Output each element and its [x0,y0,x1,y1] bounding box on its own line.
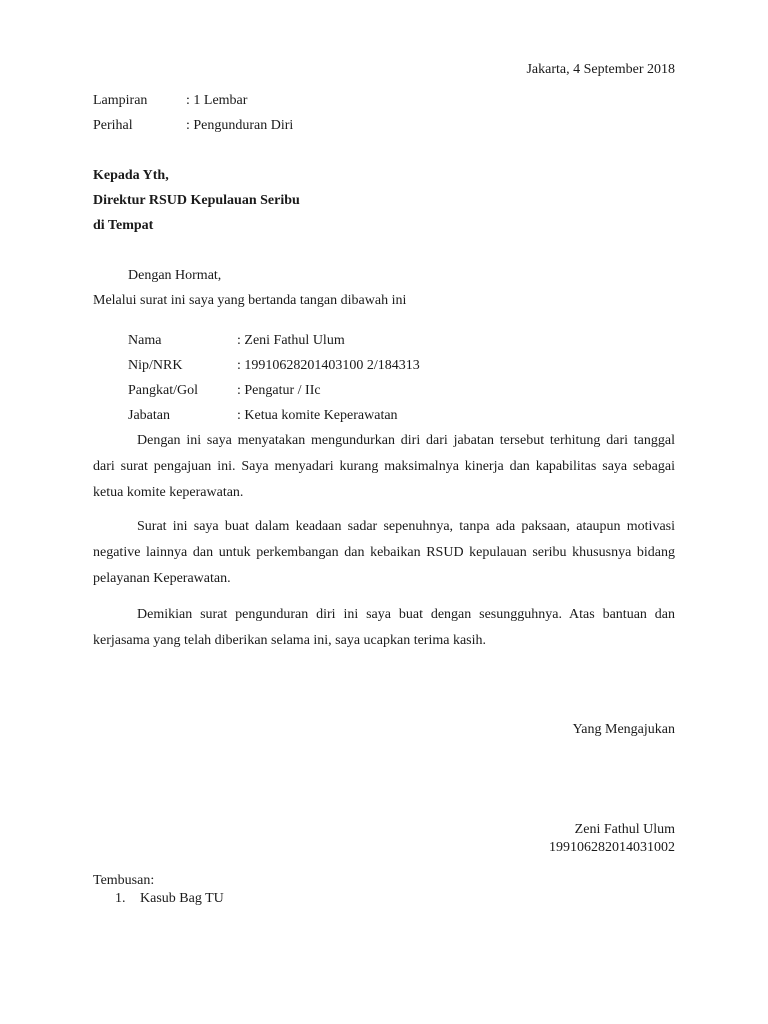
greeting: Dengan Hormat, [128,268,222,283]
body-paragraph-1 [93,428,675,506]
recipient-line-2: Direktur RSUD Kepulauan Seribu [93,193,300,208]
body-paragraph-2-text: Surat ini saya buat dalam keadaan sadar sepenuhnya, tanpa ada paksaan, ataupun motivasi negative lainnya dan untuk perkembangan dan kebaikan RSUD kepulauan seribu khususnya bidang pelayanan Keperawatan. [93,519,675,586]
recipient-line-1: Kepada Yth, [93,168,169,183]
identity-value-nip: : 19910628201403100 2/184313 [237,358,420,373]
body-paragraph-3-text: Demikian surat pengunduran diri ini saya buat dengan sesungguhnya. Atas bantuan dan kerjasama yang telah diberikan selama ini, saya ucapkan terima kasih. [93,607,675,648]
intro-line: Melalui surat ini saya yang bertanda tangan dibawah ini [93,293,407,308]
recipient-line-3: di Tempat [93,218,154,233]
meta-label-lampiran: Lampiran [93,93,148,108]
meta-label-perihal: Perihal [93,118,133,133]
identity-label-nip: Nip/NRK [128,358,183,373]
body-paragraph-2 [93,514,675,592]
signature-closing: Yang Mengajukan [572,722,675,737]
signature-nip: 199106282014031002 [549,840,675,855]
body-paragraph-1-text: Dengan ini saya menyatakan mengundurkan diri dari jabatan tersebut terhitung dari tanggal dari surat pengajuan ini. Saya menyadari kurang maksimalnya kinerja dan kapabilitas saya sebagai ketua komite keperawatan. [93,433,675,500]
place-date: Jakarta, 4 September 2018 [526,62,675,77]
identity-value-jabatan: : Ketua komite Keperawatan [237,408,398,423]
cc-item-number: 1. [115,891,126,906]
identity-label-jabatan: Jabatan [128,408,170,423]
identity-value-pangkat: : Pengatur / IIc [237,383,321,398]
cc-item-text: Kasub Bag TU [140,891,224,906]
identity-value-nama: : Zeni Fathul Ulum [237,333,345,348]
body-paragraph-3 [93,602,675,654]
cc-title: Tembusan: [93,873,155,888]
meta-value-lampiran: : 1 Lembar [186,93,248,108]
meta-value-perihal: : Pengunduran Diri [186,118,294,133]
identity-label-nama: Nama [128,333,162,348]
signature-name: Zeni Fathul Ulum [574,822,675,837]
identity-label-pangkat: Pangkat/Gol [128,383,198,398]
